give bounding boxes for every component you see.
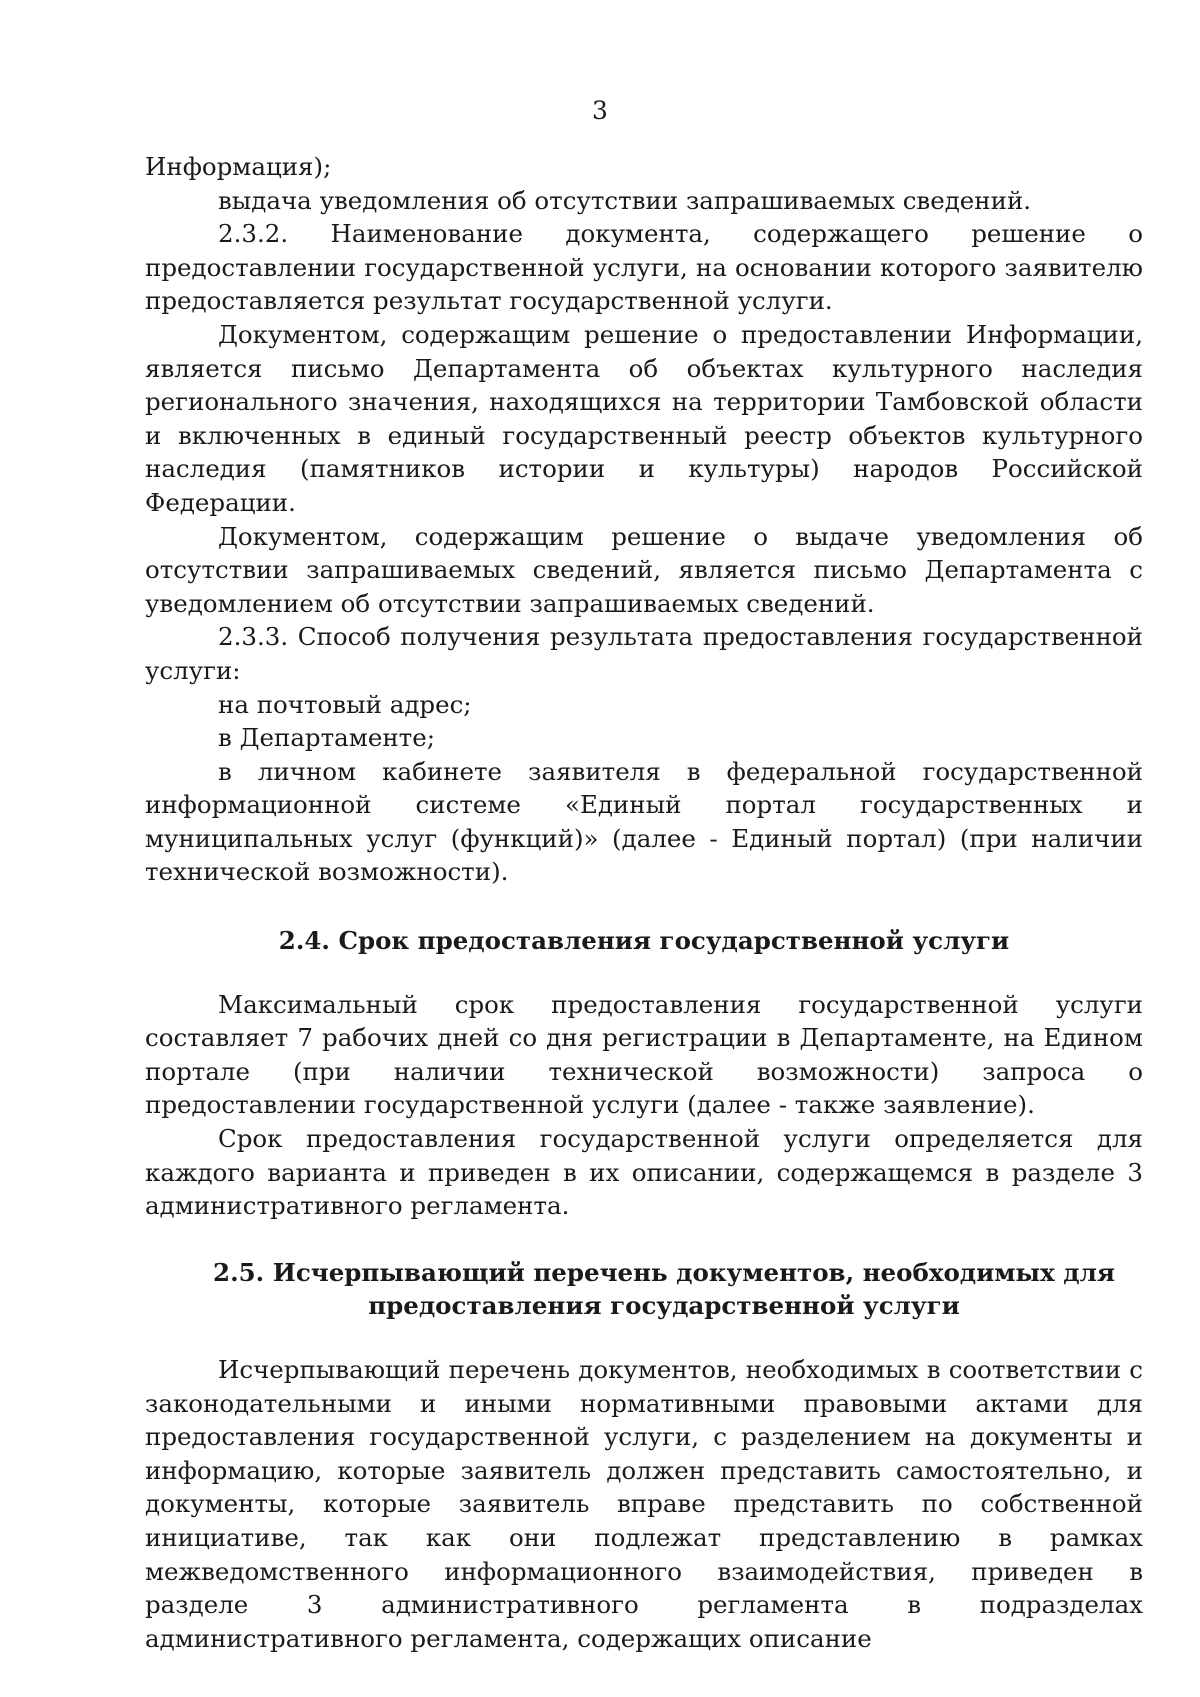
section-heading-2-4: 2.4. Срок предоставления государственной услуги — [278, 926, 1010, 956]
paragraph: Исчерпывающий перечень документов, необходимых в соответствии с законодательными и иными нормативными правовыми актами для предоставления государственной услуги, с разделением на документы и информацию, которые заявитель должен представить самостоятельно, и документы, которые заявитель вправе представить по собственной инициативе, так как они подлежат представлению в рамках межведомственного информационного взаимодействия, приведен в разделе 3 административного регламента в подразделах административного регламента, содержащих описание — [145, 1355, 1143, 1653]
paragraph: Документом, содержащим решение о предоставлении Информации, является письмо Департамента об объектах культурного наследия регионального значения, находящихся на территории Тамбовской области и включенных в единый государственный реестр объектов культурного наследия (памятников истории и культуры) народов Российской Федерации. — [145, 319, 1143, 517]
paragraph-continuation: Информация); — [145, 152, 332, 181]
section-heading-2-5 — [145, 1256, 1143, 1323]
list-item: на почтовый адрес; — [218, 689, 472, 719]
page-number: 3 — [592, 96, 608, 125]
section-heading-line: предоставления государственной услуги — [368, 1291, 960, 1321]
paragraph: выдача уведомления об отсутствии запрашиваемых сведений. — [218, 185, 1032, 215]
section-heading-line: 2.5. Исчерпывающий перечень документов, необходимых для — [213, 1257, 1115, 1287]
paragraph: Документом, содержащим решение о выдаче уведомления об отсутствии запрашиваемых сведений, является письмо Департамента с уведомлением об отсутствии запрашиваемых сведений. — [145, 521, 1143, 618]
paragraph-2-3-3: 2.3.3. Способ получения результата предоставления государственной услуги: — [145, 622, 1143, 685]
paragraph: Максимальный срок предоставления государственной услуги составляет 7 рабочих дней со дня регистрации в Департаменте, на Едином портале (при наличии технической возможности) запроса о предоставлении государственной услуги (далее - также заявление). — [145, 989, 1143, 1120]
list-item: в Департаменте; — [218, 723, 435, 753]
paragraph-2-3-2: 2.3.2. Наименование документа, содержащего решение о предоставлении государственной услуги, на основании которого заявителю предоставляется результат государственной услуги. — [145, 219, 1143, 316]
paragraph: Срок предоставления государственной услуги определяется для каждого варианта и приведен в их описании, содержащемся в разделе 3 административного регламента. — [145, 1124, 1143, 1221]
list-item: в личном кабинете заявителя в федеральной государственной информационной системе «Единый портал государственных и муниципальных услуг (функций)» (далее - Единый портал) (при наличии технической возможности). — [145, 756, 1143, 887]
document-body — [145, 150, 1143, 1655]
